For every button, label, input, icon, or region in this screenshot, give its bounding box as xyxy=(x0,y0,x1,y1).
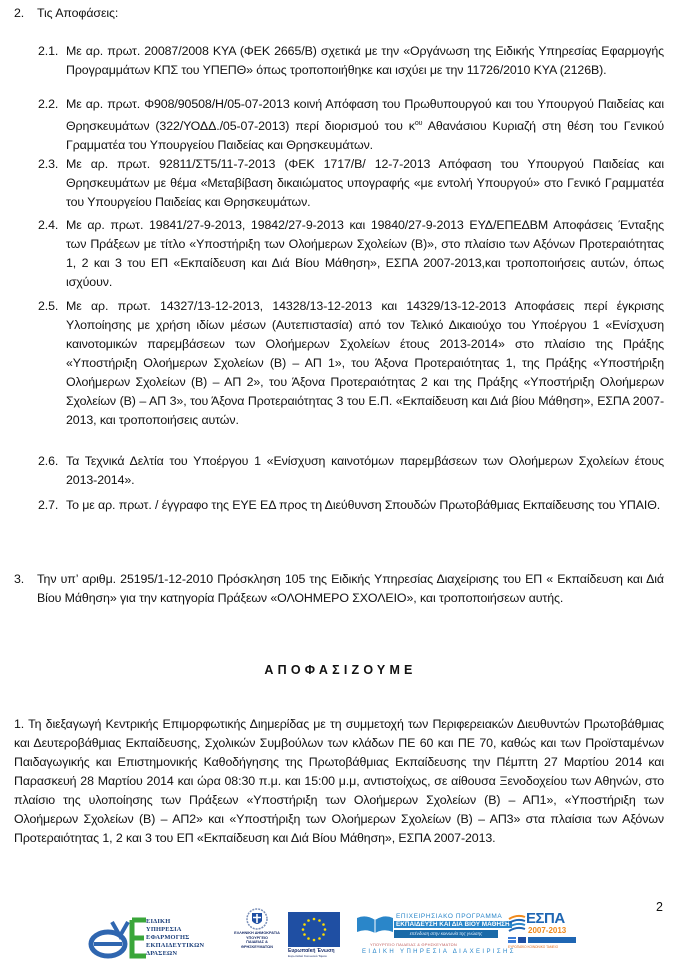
list-item-2-5 xyxy=(38,297,664,430)
item-text: Τα Τεχνικά Δελτία του Υποέργου 1 «Ενίσχυση καινοτόμων παρεμβάσεων των Ολοήμερων Σχολείων έτους 2013-2014». xyxy=(66,454,664,487)
list-item-2-4 xyxy=(38,216,664,292)
item-text: Το με αρ. πρωτ. / έγγραφο της ΕΥΕ ΕΔ προς τη Διεύθυνση Σπουδών Πρωτοβάθμιας Εκπαίδευσης του ΥΠΑΙΘ. xyxy=(66,498,661,512)
item-text-part: Αθανάσιου Κυριαζή στη θέση του Γενικού Γραμματέα του Υπουργείου Παιδείας και Θρησκευμάτων. xyxy=(66,119,665,153)
page-number: 2 xyxy=(656,900,663,914)
section-3 xyxy=(14,570,664,608)
eye-line: ΕΙΔΙΚΗ xyxy=(146,918,171,925)
espa-logo xyxy=(508,912,576,962)
ep-line-5: ΕΙΔΙΚΗ ΥΠΗΡΕΣΙΑ ΔΙΑΧΕΙΡΙΣΗΣ xyxy=(362,949,516,955)
flags-strip-icon xyxy=(508,937,576,943)
eu-title: Ευρωπαϊκή Ένωση xyxy=(288,948,335,954)
item-text: Με αρ. πρωτ. 14327/13-12-2013, 14328/13-12-2013 και 14329/13-12-2013 Αποφάσεις περί έγκρισης Υλοποίησης με χρήση ιδίων μέσων (Αυτεπιστασία) από τον Τελικό Δικαιούχο του Υποέργου 1 «Ενίσχυση καινοτομικών παρεμβάσεων των Ολοήμερων Σχολείων έτους 2013-2014» στο πλαίσιο της Πράξης «Υποστήριξη Ολοήμερων Σχολείων (Β) – ΑΠ 1», του Άξονα Προτεραιότητας 1, της Πράξης «Υποστήριξη Ολοήμερων Σχολείων (Β) – ΑΠ 2», του Άξονα Προτεραιότητας 2 και της Πράξης «Υποστήριξη Ολοήμερων Σχολείων (Β) – ΑΠ 3», του Άξονα Προτεραιότητας 3 του Ε.Π. «Εκπαίδευση και Διά βίου Μάθηση», ΕΣΠΑ 2007-2013, και τροποποιήσεις αυτών. xyxy=(66,299,664,427)
ep-line-1: ΕΠΙΧΕΙΡΗΣΙΑΚΟ ΠΡΟΓΡΑΜΜΑ xyxy=(396,913,503,920)
list-item-2-1 xyxy=(38,42,664,80)
espa-title: ΕΣΠΑ xyxy=(526,910,565,927)
item-number: 2.2. xyxy=(38,97,59,111)
item-text-part: Με αρ. πρωτ. Φ908/90508/Η/05-07-2013 κοινή Απόφαση του Πρωθυπουργού και του Υπουργού Παιδείας και Θρησκευμάτων (322/ΥΟΔΔ./05-07-2013) περί διορισμού του κ xyxy=(66,97,664,134)
item-number: 2.5. xyxy=(38,299,59,313)
item-text: Με αρ. πρωτ. 20087/2008 ΚΥΑ (ΦΕΚ 2665/Β) σχετικά με την «Οργάνωση της Ειδικής Υπηρεσίας Εφαρμογής Προγραμμάτων ΚΠΣ του ΥΠΕΠΘ» όπως τροποποιήθηκε και ισχύει με την 11726/2010 ΚΥΑ (2126Β). xyxy=(66,44,664,77)
eye-line: ΔΡΑΣΕΩΝ xyxy=(146,950,178,957)
ministry-logo xyxy=(230,908,284,962)
ministry-line: ΘΡΗΣΚΕΥΜΑΤΩΝ xyxy=(241,944,273,949)
section-title: Τις Αποφάσεις: xyxy=(37,6,119,20)
list-item-2-3 xyxy=(38,155,664,212)
greek-emblem-icon xyxy=(246,908,268,930)
list-item-2-7 xyxy=(38,496,664,515)
item-number: 2.7. xyxy=(38,498,59,512)
espa-years: 2007-2013 xyxy=(528,926,567,935)
espa-subtitle: ΕΥΡΩΠΑΪΚΟ ΚΟΙΝΩΝΙΚΟ ΤΑΜΕΙΟ xyxy=(508,945,559,949)
section-number: 2. xyxy=(14,6,25,20)
eye-line: ΕΚΠΑΙΔΕΥΤΙΚΩΝ xyxy=(146,942,205,949)
ep-line-2: ΕΚΠΑΙΔΕΥΣΗ ΚΑΙ ΔΙΑ ΒΙΟΥ ΜΑΘΗΣΗ xyxy=(396,921,510,928)
list-item-2-2 xyxy=(38,95,664,155)
section-number: 3. xyxy=(14,572,25,586)
item-text: Με αρ. πρωτ. 92811/ΣΤ5/11-7-2013 (ΦΕΚ 1717/Β/ 12-7-2013 Απόφαση του Υπουργού Παιδείας και Θρησκευμάτων με θέμα «Μεταβίβαση δικαιώματος υπογραφής «με εντολή Υπουργού» στο Γενικό Γραμματέα του Υπουργείου Παιδείας και Θρησκευμάτων. xyxy=(66,157,664,209)
item-number: 2.1. xyxy=(38,44,59,58)
operational-programme-logo xyxy=(356,910,516,962)
item-text xyxy=(66,95,664,155)
list-item-2-6 xyxy=(38,452,664,490)
ministry-line: ΕΛΛΗΝΙΚΗ ΔΗΜΟΚΡΑΤΙΑ xyxy=(234,931,280,935)
eye-mark-icon xyxy=(88,916,150,960)
item-number: 2.4. xyxy=(38,218,59,232)
ministry-line: ΥΠΟΥΡΓΕΙΟ xyxy=(245,935,268,940)
ep-line-3: επένδυση στην κοινωνία της γνώσης xyxy=(394,930,498,938)
espa-waves-icon xyxy=(508,914,526,932)
eu-logo xyxy=(288,912,346,962)
section-2-heading xyxy=(14,4,664,23)
ep-line-4: ΥΠΟΥΡΓΕΙΟ ΠΑΙΔΕΙΑΣ & ΘΡΗΣΚΕΥΜΑΤΩΝ xyxy=(370,942,457,947)
eye-line: ΥΠΗΡΕΣΙΑ xyxy=(146,926,182,933)
footer xyxy=(0,900,681,964)
ministry-text xyxy=(230,931,284,949)
item-text: Με αρ. πρωτ. 19841/27-9-2013, 19842/27-9-2013 και 19840/27-9-2013 ΕΥΔ/ΕΠΕΔΒΜ Αποφάσεις Ένταξης των Πράξεων με τίτλο «Υποστήριξη των Ολοήμερων Σχολείων (Β)», στο πλαίσιο των Αξόνων Προτεραιότητας 1, 2 και 3 του ΕΠ «Εκπαίδευση και Διά Βίου Μάθηση», ΕΣΠΑ 2007-2013,και τροποποιήσεις αυτών, όπως ισχύουν. xyxy=(66,218,664,289)
open-book-icon xyxy=(356,914,394,934)
decision-paragraph-1: 1. Τη διεξαγωγή Κεντρικής Επιμορφωτικής Διημερίδας με τη συμμετοχή των Περιφερειακών Διευθυντών Πρωτοβάθμιας και Δευτεροβάθμιας Εκπαίδευσης, Σχολικών Συμβούλων των κλάδων ΠΕ 60 και ΠΕ 70, καθώς και των Προϊσταμένων Παιδαγωγικής και Επιστημονικής Καθοδήγησης της Πρωτοβάθμιας Εκπαίδευσης την Πέμπτη 27 Μαρτίου 2014 και Παρασκευή 28 Μαρτίου 2014 και ώρα 08:30 π.μ. και 15:00 μ.μ, αντιστοίχως, σε αίθουσα Ξενοδοχείου των Αθηνών, στο πλαίσιο της υλοποίησης των Πράξεων «Υποστήριξη των Ολοήμερων Σχολείων (Β) – ΑΠ1», «Υποστήριξη των Ολοήμερων Σχολείων (Β) – ΑΠ2» και «Υποστήριξη των Ολοήμερων Σχολείων (Β) – ΑΠ3» στα πλαίσια των Αξόνων Προτεραιότητας 1, 2 και 3 του ΕΠ «Εκπαίδευση και Διά Βίου Μάθηση», ΕΣΠΑ 2007-2013. xyxy=(14,717,664,845)
eye-line: ΕΦΑΡΜΟΓΗΣ xyxy=(146,934,190,941)
item-number: 2.6. xyxy=(38,454,59,468)
eu-flag-icon xyxy=(288,912,340,947)
item-number: 2.3. xyxy=(38,157,59,171)
section-text: Την υπ’ αριθμ. 25195/1-12-2010 Πρόσκληση 105 της Ειδικής Υπηρεσίας Διαχείρισης του ΕΠ « Εκπαίδευση και Διά Βίου Μάθηση» για την κατηγορία Πράξεων «ΟΛΟΗΜΕΡΟ ΣΧΟΛΕΙΟ», και τροποποιήσεων αυτής. xyxy=(37,572,664,605)
ministry-line: ΠΑΙΔΕΙΑΣ & xyxy=(246,940,268,945)
eye-text xyxy=(146,918,204,958)
decision-heading: ΑΠΟΦΑΣΙΖΟΥΜΕ xyxy=(264,663,417,677)
eu-subtitle: Ευρωπαϊκό Κοινωνικό Ταμείο xyxy=(288,954,327,958)
superscript: ου xyxy=(414,120,423,127)
eye-logo xyxy=(88,910,228,962)
